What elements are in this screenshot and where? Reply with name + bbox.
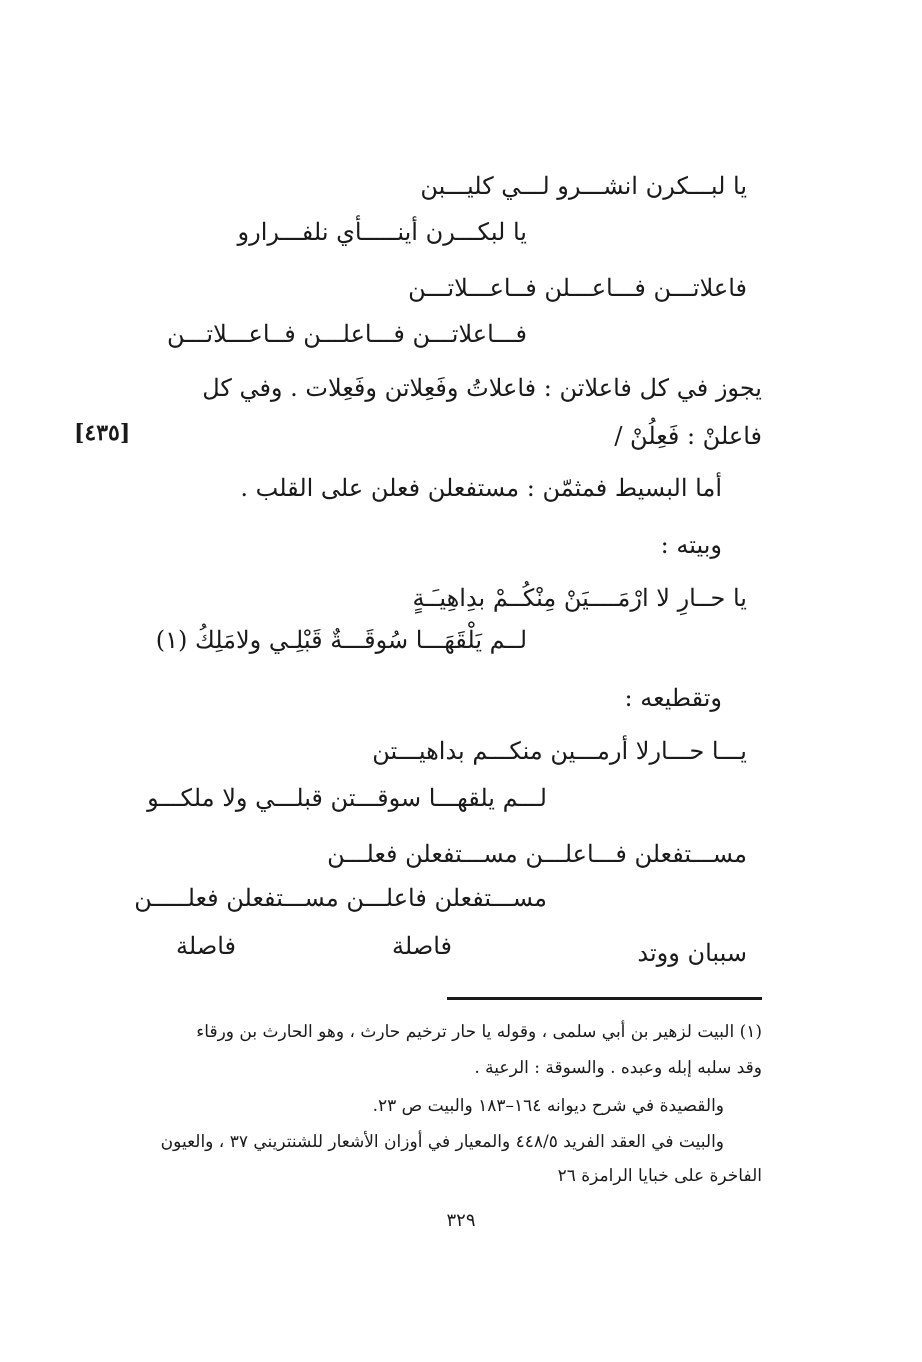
para1-line2: فاعلنْ : فَعِلُنْ / <box>614 422 762 450</box>
para1-line1: يجوز في كل فاعلاتن : فاعلاتُ وفَعِلاتن وفَعِلات . وفي كل <box>202 374 762 402</box>
scansion-intro: وتقطيعه : <box>624 684 722 712</box>
scansion2-line1: يـــا حـــارلا أرمـــين منكـــم بداهيـــتن <box>372 737 747 765</box>
page-number: ٣٢٩ <box>446 1210 476 1231</box>
footnote-line3: والقصيدة في شرح ديوانه ١٦٤–١٨٣ والبيت ص ٢٣. <box>372 1096 724 1116</box>
verse1-line1: يا لبـــكرن انشـــرو لـــي كليـــبن <box>420 172 747 200</box>
scansion1-line1: فاعلاتـــن فـــاعـــلن فــاعـــلاتـــن <box>408 274 747 302</box>
verse2-line2: لــم يَلْقَهَـــا سُوقَـــةٌ قَبْلِـي ولامَلِكُ (١) <box>155 626 527 654</box>
footnote-line4: والبيت في العقد الفريد ٤٤٨/٥ والمعيار في أوزان الأشعار للشنتريني ٣٧ ، والعيون <box>160 1132 724 1152</box>
scansion3-line2: مســـتفعلن فاعلـــن مســـتفعلن فعلـــــن <box>134 884 547 912</box>
scansion2-line2: لـــم يلقهـــا سوقـــتن قبلـــي ولا ملكـــو <box>147 784 547 812</box>
footnote-line1: (١) البيت لزهير بن أبي سلمى ، وقوله يا حار ترخيم حارث ، وهو الحارث بن ورقاء <box>196 1022 762 1042</box>
footnote-line2: وقد سلبه إبله وعبده . والسوقة : الرعية . <box>474 1058 762 1078</box>
footnote-line5: الفاخرة على خبايا الرامزة ٢٦ <box>557 1166 762 1186</box>
margin-page-reference: [٤٣٥] <box>74 420 131 446</box>
label-fasila-middle: فاصلة <box>392 932 452 960</box>
verse2-line1: يا حــارِ لا ارْمَــــيَنْ مِنْكُــمْ بدِاهِيـَـةٍ <box>412 584 747 612</box>
scansion3-line1: مســـتفعلن فـــاعلـــن مســـتفعلن فعلـــن <box>327 840 747 868</box>
footnote-divider <box>447 997 762 1000</box>
para2: أما البسيط فمثمّن : مستفعلن فعلن على القلب . <box>240 474 722 502</box>
label-fasila-left: فاصلة <box>176 932 236 960</box>
verse1-line2: يا لبكـــرن أينـــــأي نلفـــرارو <box>237 218 527 246</box>
label-sabab: سببان ووتد <box>637 939 747 967</box>
scansion1-line2: فـــاعلاتـــن فـــاعلـــن فــاعـــلاتـــن <box>167 320 527 348</box>
verse-intro: وبيته : <box>660 531 722 559</box>
